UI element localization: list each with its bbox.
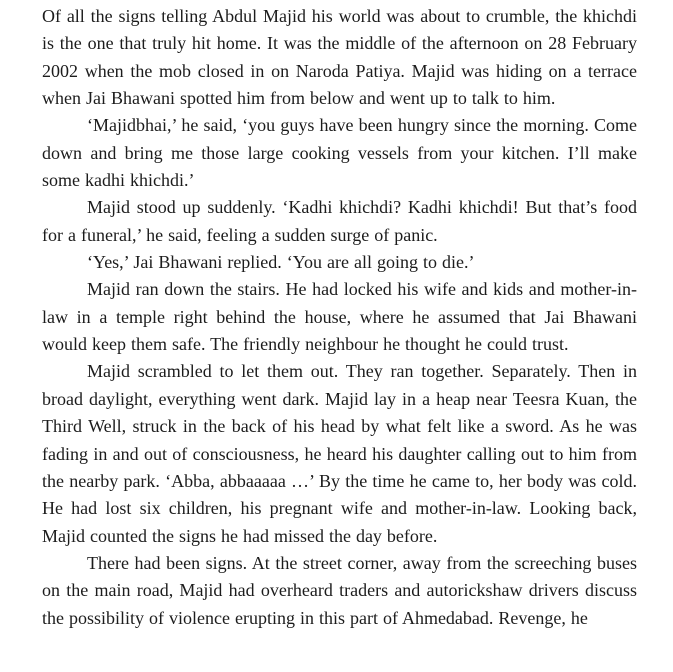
paragraph: There had been signs. At the street corner, away from the screeching buses on the main road, Majid had overheard traders and autorickshaw drivers discuss the possibility of violence erupting in this part of Ahmedabad. Revenge, he — [42, 552, 637, 628]
paragraph: ‘Majidbhai,’ he said, ‘you guys have been hungry since the morning. Come down and bring me those large cooking vessels from your kitchen. I’ll make some kadhi khichdi.’ — [42, 115, 637, 191]
paragraph: Of all the signs telling Abdul Majid his world was about to crumble, the khichdi is the one that truly hit home. It was the middle of the afternoon on 28 February 2002 when the mob closed in on Naroda Patiya. Majid was hiding on a terrace when Jai Bhawani spotted him from below and went up to talk to him. — [42, 6, 637, 109]
paragraph: ‘Yes,’ Jai Bhawani replied. ‘You are all going to die.’ — [87, 252, 475, 273]
paragraph: Majid stood up suddenly. ‘Kadhi khichdi? Kadhi khichdi! But that’s food for a funeral,’ he said, feeling a sudden surge of panic. — [42, 197, 637, 245]
paragraph: Majid scrambled to let them out. They ran together. Separately. Then in broad daylight, everything went dark. Majid lay in a heap near Teesra Kuan, the Third Well, struck in the back of his head by what felt like a sword. As he was fading in and out of consciousness, he heard his daughter calling out to him from the nearby park. ‘Abba, abbaaaaa …’ By the time he came to, her body was cold. He had lost six children, his pregnant wife and mother-in-law. Looking back, Majid counted the signs he had missed the day before. — [42, 361, 637, 546]
paragraph: Majid ran down the stairs. He had locked his wife and kids and mother-in-law in a temple right behind the house, where he assumed that Jai Bhawani would keep them safe. The friendly neighbour he thought he could trust. — [42, 279, 637, 355]
